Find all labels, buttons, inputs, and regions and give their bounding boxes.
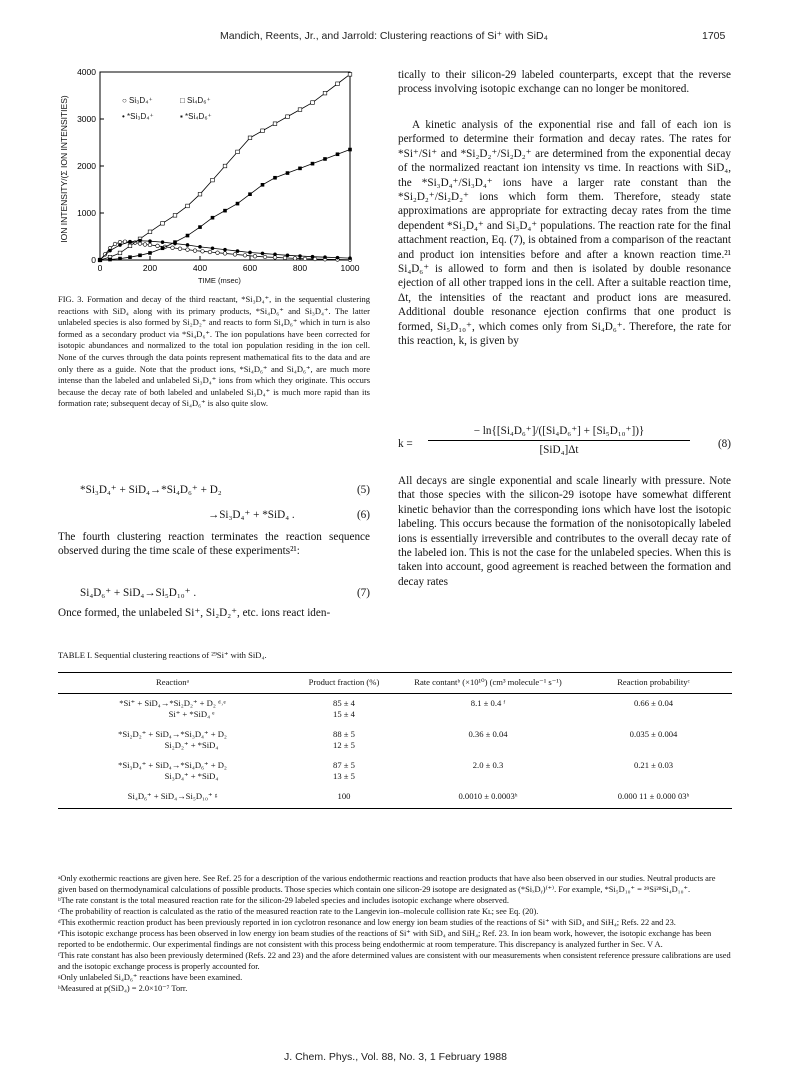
equation-8-numerator: − ln{[Si₄D₆⁺]/([Si₄D₆⁺] + [Si₅D₁₀⁺])} bbox=[473, 425, 645, 437]
equation-8-number: (8) bbox=[717, 438, 731, 450]
data-point bbox=[186, 234, 190, 238]
table-cell: 0.36 ± 0.04 bbox=[468, 728, 508, 739]
data-point bbox=[303, 257, 307, 261]
equation-6-number: (6) bbox=[356, 509, 370, 521]
data-point bbox=[211, 216, 215, 220]
data-point bbox=[198, 225, 202, 229]
data-point bbox=[261, 183, 265, 187]
table-cell: Si₃D₄⁺ + *SiD₄ bbox=[164, 771, 219, 781]
data-point bbox=[161, 246, 165, 250]
equation-6 bbox=[58, 508, 370, 522]
table-cell: 13 ± 5 bbox=[333, 771, 355, 781]
legend-labeled-si3d4: • *Si₃D₄⁺ bbox=[122, 112, 154, 121]
page-number: 1705 bbox=[702, 30, 726, 42]
data-point bbox=[193, 249, 197, 253]
table-cell bbox=[575, 771, 732, 783]
table-1-grid bbox=[58, 672, 732, 809]
data-point bbox=[128, 244, 132, 248]
table-cell: Si₂D₂⁺ + *SiD₄ bbox=[164, 740, 219, 750]
table-footnote: ᵍOnly unlabeled Si₄D₆⁺ reactions have been examined. bbox=[58, 973, 243, 982]
data-point bbox=[261, 129, 265, 133]
data-point bbox=[323, 91, 327, 95]
legend-labeled-si4d6: ▪ *Si₄D₆⁺ bbox=[180, 112, 212, 121]
data-point bbox=[311, 162, 315, 166]
data-point bbox=[113, 242, 117, 246]
figure-y-axis-label-wrap bbox=[56, 92, 70, 252]
data-point bbox=[248, 192, 252, 196]
data-point bbox=[223, 209, 227, 213]
equation-8-lhs: k = bbox=[398, 438, 413, 450]
table-header-row bbox=[58, 673, 732, 694]
data-point bbox=[118, 251, 122, 255]
data-point bbox=[201, 250, 205, 254]
data-point bbox=[211, 178, 215, 182]
table-footnote: ᵃOnly exothermic reactions are given here. See Ref. 25 for a description of the various endothermic reactions and reaction products that have also been observed in our studies. Neutral products are given based on thermodynamical calculations of possible products. Those species which contain one silicon-29 isotope are designated as (*SiₓDᵧ)⁽⁺⁾. For example, *Si₅D₁₀⁺ = ²⁹Si²⁸Si₄D₁₀⁺. bbox=[58, 874, 716, 894]
data-point bbox=[186, 248, 190, 252]
data-point bbox=[283, 256, 287, 260]
left-paragraph-2: Once formed, the unlabeled Si⁺, Si₂D₂⁺, etc. ions react iden- bbox=[58, 607, 331, 619]
y-tick-label: 0 bbox=[91, 255, 96, 265]
figure-y-axis-label: ION INTENSITY/(Σ ION INTENSITIES) bbox=[59, 95, 69, 243]
equation-5-text: *Si₃D₄⁺ + SiD₄→*Si₄D₆⁺ + D₂ bbox=[80, 484, 222, 496]
data-point bbox=[286, 115, 290, 119]
table-row bbox=[58, 693, 732, 709]
data-point bbox=[236, 202, 240, 206]
table-header-rate-constant: Rate contantᵇ (×10¹⁰) (cm³ molecule⁻¹ s⁻¹) bbox=[401, 673, 575, 694]
table-row bbox=[58, 752, 732, 772]
table-cell: *Si₂D₂⁺ + SiD₄→*Si₃D₄⁺ + D₂ bbox=[118, 728, 227, 739]
table-row bbox=[58, 721, 732, 741]
table-1 bbox=[58, 672, 732, 809]
table-row bbox=[58, 783, 732, 809]
data-point bbox=[336, 256, 340, 260]
data-point bbox=[148, 239, 152, 243]
data-point bbox=[348, 73, 352, 77]
data-point bbox=[223, 252, 227, 256]
data-point bbox=[286, 171, 290, 175]
table-cell: 2.0 ± 0.3 bbox=[472, 759, 504, 770]
data-point bbox=[186, 243, 190, 247]
data-point bbox=[186, 204, 190, 208]
data-point bbox=[108, 249, 112, 253]
equation-7-text: Si₄D₆⁺ + SiD₄→Si₅D₁₀⁺ . bbox=[80, 587, 197, 599]
table-cell bbox=[401, 740, 575, 752]
equation-7 bbox=[58, 586, 370, 600]
x-tick-label: 600 bbox=[242, 263, 258, 273]
data-point bbox=[118, 243, 122, 247]
data-point bbox=[273, 122, 277, 126]
table-cell: 87 ± 5 bbox=[333, 759, 355, 770]
data-point bbox=[323, 157, 327, 161]
equation-8 bbox=[398, 424, 731, 464]
x-tick-label: 200 bbox=[142, 263, 158, 273]
table-cell: 0.000 11 ± 0.000 03ʰ bbox=[575, 783, 732, 809]
x-tick-label: 0 bbox=[97, 263, 103, 273]
data-point bbox=[156, 244, 160, 248]
right-paragraph-3: All decays are single exponential and scale linearly with pressure. Note that those species with the silicon-29 isotope have somewhat different kinetic behavior than the corresponding ions which have lost the isotopic labeling. This occurs because the formation of the nonisotopically labeled ions is essentially irreversible and contributes to the overall decay rate of the labeled ion. This is not the case for the unlabeled species. When this is taken into account, good agreement is reached between the formation and decay rates bbox=[398, 475, 731, 588]
data-point bbox=[148, 243, 152, 247]
data-point bbox=[216, 251, 220, 255]
equation-8-denominator: [SiD₄]Δt bbox=[539, 444, 579, 456]
data-point bbox=[128, 255, 132, 259]
y-tick-label: 4000 bbox=[77, 67, 96, 77]
data-point bbox=[236, 249, 240, 253]
table-footnotes bbox=[58, 873, 732, 994]
data-point bbox=[178, 247, 182, 251]
table-cell bbox=[575, 740, 732, 752]
x-tick-label: 1000 bbox=[340, 263, 360, 273]
data-point bbox=[311, 101, 315, 105]
data-point bbox=[108, 258, 112, 262]
table-footnote: ʰMeasured at p(SiD₄) = 2.0×10⁻⁷ Torr. bbox=[58, 984, 188, 993]
data-point bbox=[173, 240, 177, 244]
x-tick-label: 400 bbox=[192, 263, 208, 273]
table-cell: *Si⁺ + SiD₄→*Si₂D₂⁺ + D₂ ᵈ˒ᵉ bbox=[119, 697, 226, 708]
right-paragraph-2: A kinetic analysis of the exponential rise and fall of each ion is performed to determine their formation and decay rates. The rates for *Si⁺/Si⁺ and *Si₂D₂⁺/Si₂D₂⁺ are determined from the exponential decay of the normalized reactant ion intensity vs time. In reactions with SiD₄, the *Si₃D₄⁺/Si₃D₄⁺ ions have a larger rate constant than the *Si₂D₂⁺/Si₂D₂⁺ ions which form them. Therefore, steady state approximations are appropriate for extracting decay rates from the time dependent *Si₃D₄⁺ and Si₃D₄⁺ populations. The reaction rate for the final attachment reaction, Eq. (7), is obtained from a comparison of the reactant and product ion intensities before and after a known reaction time.²¹ Si₄D₆⁺ is allowed to form and then is isolated by double resonance ejection of all other trapped ions in the cell. After a suitable reaction time, Δt, the intensities of the reactant and product ions are measured. Additional double resonance ejection confirms that one product is formed, Si₅D₁₀⁺, which comes only from Si₄D₆⁺. Therefore, the rate for this reaction, k, is given by bbox=[398, 119, 732, 348]
data-point bbox=[211, 246, 215, 250]
table-cell: 0.21 ± 0.03 bbox=[633, 759, 674, 770]
data-point bbox=[161, 222, 165, 226]
y-tick-label: 2000 bbox=[77, 161, 96, 171]
table-row bbox=[58, 709, 732, 721]
data-point bbox=[298, 254, 302, 258]
legend-si4d6: □ Si₄D₆⁺ bbox=[180, 96, 211, 105]
journal-footer: J. Chem. Phys., Vol. 88, No. 3, 1 February 1988 bbox=[284, 1051, 507, 1063]
table-header-product-fraction: Product fraction (%) bbox=[287, 673, 401, 694]
table-cell: Si⁺ + *SiD₄ ᵉ bbox=[168, 709, 215, 719]
table-cell: 12 ± 5 bbox=[333, 740, 355, 750]
data-point bbox=[273, 253, 277, 257]
table-cell: 88 ± 5 bbox=[333, 728, 355, 739]
figure-x-axis-label: TIME (msec) bbox=[198, 276, 241, 285]
data-point bbox=[323, 255, 327, 259]
table-cell: 0.66 ± 0.04 bbox=[633, 697, 674, 708]
table-row bbox=[58, 771, 732, 783]
table-cell bbox=[401, 771, 575, 783]
data-point bbox=[148, 251, 152, 255]
data-point bbox=[148, 230, 152, 234]
table-footnote: ᵉThis isotopic exchange process has been observed in low energy ion beam studies of the reactions of Si⁺ with SiD₄ and SiH₄; Ref. 23. In ion beam work, however, the isotopic exchange has been reported to be endothermic. Our experimental findings are not consistent with this process being endothermic at room temperature. This discrepancy is analyzed further in Sec. V A. bbox=[58, 929, 712, 949]
figure-3 bbox=[52, 62, 372, 292]
legend-si3d4: ○ Si₃D₄⁺ bbox=[122, 96, 153, 105]
data-point bbox=[248, 136, 252, 140]
table-cell: *Si₃D₄⁺ + SiD₄→*Si₄D₆⁺ + D₂ bbox=[118, 759, 227, 770]
data-point bbox=[261, 252, 265, 256]
data-point bbox=[223, 248, 227, 252]
data-point bbox=[173, 214, 177, 218]
equation-6-text: →Si₃D₄⁺ + *SiD₄ . bbox=[208, 509, 295, 521]
table-cell bbox=[401, 709, 575, 721]
right-paragraph-1: tically to their silicon-29 labeled counterparts, except that the reverse process involving isotopic exchange can no longer be monitored. bbox=[398, 69, 731, 96]
data-point bbox=[336, 82, 340, 86]
data-point bbox=[233, 253, 237, 257]
equation-5 bbox=[58, 483, 370, 497]
table-cell: 0.035 ± 0.004 bbox=[629, 728, 678, 739]
table-footnote: ᶠThis rate constant has also been previously determined (Refs. 22 and 23) and the afore determined values are consistent with our measurements when consistent reference pressure calibrations are used and the isotopic exchange process is properly accounted for. bbox=[58, 951, 731, 971]
data-point bbox=[223, 164, 227, 168]
data-point bbox=[248, 251, 252, 255]
data-point bbox=[348, 256, 352, 260]
table-caption: TABLE I. Sequential clustering reactions of ²⁹Si⁺ with SiD₄. bbox=[58, 650, 267, 660]
table-cell: 8.1 ± 0.4 ᶠ bbox=[470, 697, 506, 708]
figure-3-chart bbox=[52, 62, 372, 292]
equation-5-number: (5) bbox=[356, 484, 370, 496]
data-point bbox=[161, 240, 165, 244]
table-cell: 100 bbox=[287, 783, 401, 809]
data-point bbox=[273, 176, 277, 180]
data-point bbox=[138, 239, 142, 243]
data-point bbox=[263, 255, 267, 259]
table-cell: 85 ± 4 bbox=[333, 697, 355, 708]
data-point bbox=[171, 246, 175, 250]
data-point bbox=[311, 255, 315, 259]
table-header-reaction-probability: Reaction probabilityᶜ bbox=[575, 673, 732, 694]
y-tick-label: 3000 bbox=[77, 114, 96, 124]
running-title: Mandich, Reents, Jr., and Jarrold: Clustering reactions of Si⁺ with SiD₄ bbox=[220, 30, 548, 42]
data-point bbox=[198, 245, 202, 249]
data-point bbox=[298, 167, 302, 171]
data-point bbox=[236, 150, 240, 154]
data-point bbox=[336, 152, 340, 156]
equation-8-fraction-bar bbox=[428, 440, 690, 441]
table-cell: 15 ± 4 bbox=[333, 709, 355, 719]
table-cell: Si₄D₆⁺ + SiD₄→Si₅D₁₀⁺ ᵍ bbox=[58, 783, 287, 809]
data-point bbox=[118, 257, 122, 261]
data-point bbox=[98, 258, 102, 262]
data-point bbox=[286, 254, 290, 258]
table-footnote: ᵈThis exothermic reaction product has been previously reported in ion cyclotron resonance and low energy ion beam studies of the reactions of Si⁺ with SiD₄ and SiH₄; Refs. 22 and 23. bbox=[58, 918, 676, 927]
table-row bbox=[58, 740, 732, 752]
data-point bbox=[348, 148, 352, 152]
figure-caption: FIG. 3. Formation and decay of the third reactant, *Si₃D₄⁺, in the sequential clustering reactions with SiD₄ along with its primary products, *Si₄D₆⁺ and Si₃D₄⁺. The latter unlabeled species is also formed by Si₂D₂⁺ and reacts to form Si₄D₆⁺ which in turn is also formed as a secondary product via *Si₄D₆⁺. The ion populations have been corrected for isotopic abundances and normalized to the total ion population residing in the ion cell. None of the curves through the data points represent mathematical fits to the data and are only there as a guide. Note that the product ions, *Si₄D₆⁺ and Si₄D₆⁺, are much more intense than the labeled and unlabeled Si₃D₄⁺ ions from which they originate. This occurs because the decay rate of both labeled and unlabeled Si₃D₄⁺ is much more rapid than its formation rate; subsequent decay of Si₄D₆⁺ is also quite slow. bbox=[58, 294, 370, 409]
data-point bbox=[293, 257, 297, 261]
data-point bbox=[208, 250, 212, 254]
data-point bbox=[298, 108, 302, 112]
table-footnote: ᵇThe rate constant is the total measured reaction rate for the silicon-29 labeled species and includes isotopic exchange where observed. bbox=[58, 896, 509, 905]
data-point bbox=[128, 240, 132, 244]
x-tick-label: 800 bbox=[292, 263, 308, 273]
table-footnote: ᶜThe probability of reaction is calculated as the ratio of the measured reaction rate to the Langevin ion–molecule collision rate Kʟ; see Eq. (20). bbox=[58, 907, 539, 916]
table-cell bbox=[575, 709, 732, 721]
data-point bbox=[198, 192, 202, 196]
data-point bbox=[243, 254, 247, 258]
data-point bbox=[253, 254, 257, 258]
table-header-reaction: Reactionᵃ bbox=[58, 673, 287, 694]
data-point bbox=[143, 243, 147, 247]
equation-7-number: (7) bbox=[356, 587, 370, 599]
y-tick-label: 1000 bbox=[77, 208, 96, 218]
left-paragraph-1: The fourth clustering reaction terminates the reaction sequence observed during the time scale of these experiments²¹: bbox=[58, 531, 370, 558]
table-cell: 0.0010 ± 0.0003ʰ bbox=[401, 783, 575, 809]
data-point bbox=[138, 254, 142, 258]
